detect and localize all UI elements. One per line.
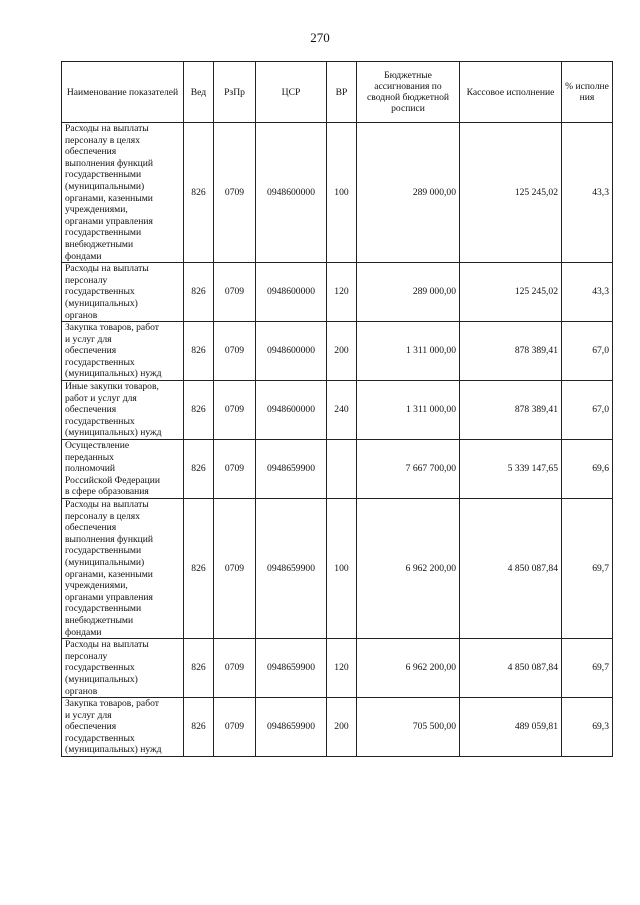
row-cash: 4 850 087,84 [460, 499, 562, 639]
row-percent: 69,3 [562, 698, 613, 757]
row-name: Иные закупки товаров, работ и услуг для обеспечения государственных (муниципальных) нужд [62, 381, 184, 440]
row-ved: 826 [184, 639, 214, 698]
header-ved: Вед [184, 62, 214, 123]
header-vr: ВР [327, 62, 357, 123]
row-rzpr: 0709 [214, 263, 256, 322]
row-csr: 0948659900 [256, 499, 327, 639]
row-vr [327, 440, 357, 499]
header-cash: Кассовое исполнение [460, 62, 562, 123]
row-csr: 0948600000 [256, 381, 327, 440]
row-budget: 1 311 000,00 [357, 322, 460, 381]
row-rzpr: 0709 [214, 440, 256, 499]
row-rzpr: 0709 [214, 499, 256, 639]
budget-execution-table [61, 61, 613, 757]
table-row [62, 263, 613, 322]
table-row [62, 440, 613, 499]
row-ved: 826 [184, 263, 214, 322]
row-cash: 4 850 087,84 [460, 639, 562, 698]
table-row [62, 499, 613, 639]
header-name: Наименование показателей [62, 62, 184, 123]
row-name: Закупка товаров, работ и услуг для обеспечения государственных (муниципальных) нужд [62, 322, 184, 381]
row-ved: 826 [184, 499, 214, 639]
row-vr: 100 [327, 123, 357, 263]
row-percent: 43,3 [562, 263, 613, 322]
table-row [62, 639, 613, 698]
table-row [62, 698, 613, 757]
row-vr: 100 [327, 499, 357, 639]
row-csr: 0948659900 [256, 639, 327, 698]
row-csr: 0948600000 [256, 263, 327, 322]
row-budget: 705 500,00 [357, 698, 460, 757]
row-name: Расходы на выплаты персоналу государственных (муниципальных) органов [62, 639, 184, 698]
row-rzpr: 0709 [214, 698, 256, 757]
row-percent: 67,0 [562, 322, 613, 381]
header-rzpr: РзПр [214, 62, 256, 123]
row-ved: 826 [184, 123, 214, 263]
header-csr: ЦСР [256, 62, 327, 123]
row-percent: 69,7 [562, 639, 613, 698]
row-vr: 200 [327, 322, 357, 381]
row-cash: 489 059,81 [460, 698, 562, 757]
row-budget: 289 000,00 [357, 123, 460, 263]
row-rzpr: 0709 [214, 381, 256, 440]
row-percent: 67,0 [562, 381, 613, 440]
header-percent: % исполне ния [562, 62, 613, 123]
row-cash: 878 389,41 [460, 381, 562, 440]
row-name: Осуществление переданных полномочий Российской Федерации в сфере образования [62, 440, 184, 499]
row-cash: 125 245,02 [460, 263, 562, 322]
table-row [62, 322, 613, 381]
row-rzpr: 0709 [214, 322, 256, 381]
row-budget: 289 000,00 [357, 263, 460, 322]
row-name: Закупка товаров, работ и услуг для обеспечения государственных (муниципальных) нужд [62, 698, 184, 757]
row-csr: 0948600000 [256, 322, 327, 381]
row-vr: 120 [327, 639, 357, 698]
row-ved: 826 [184, 322, 214, 381]
row-csr: 0948659900 [256, 698, 327, 757]
row-ved: 826 [184, 440, 214, 499]
row-csr: 0948600000 [256, 123, 327, 263]
row-budget: 6 962 200,00 [357, 499, 460, 639]
table-row [62, 123, 613, 263]
row-vr: 200 [327, 698, 357, 757]
row-name: Расходы на выплаты персоналу в целях обеспечения выполнения функций государственными (муниципальными) органами, казенными учреждениями, органами управления государственными внебюджетными фондами [62, 123, 184, 263]
table-header-row [62, 62, 613, 123]
row-percent: 43,3 [562, 123, 613, 263]
row-name: Расходы на выплаты персоналу государственных (муниципальных) органов [62, 263, 184, 322]
row-ved: 826 [184, 698, 214, 757]
table-row [62, 381, 613, 440]
row-percent: 69,7 [562, 499, 613, 639]
page-number: 270 [310, 30, 330, 45]
row-vr: 120 [327, 263, 357, 322]
header-budget: Бюджетные ассигнования по сводной бюджетной росписи [357, 62, 460, 123]
row-budget: 6 962 200,00 [357, 639, 460, 698]
row-budget: 1 311 000,00 [357, 381, 460, 440]
row-ved: 826 [184, 381, 214, 440]
row-cash: 878 389,41 [460, 322, 562, 381]
row-cash: 5 339 147,65 [460, 440, 562, 499]
row-cash: 125 245,02 [460, 123, 562, 263]
row-name: Расходы на выплаты персоналу в целях обеспечения выполнения функций государственными (муниципальными) органами, казенными учреждениями, органами управления государственными внебюджетными фондами [62, 499, 184, 639]
row-rzpr: 0709 [214, 123, 256, 263]
row-budget: 7 667 700,00 [357, 440, 460, 499]
row-rzpr: 0709 [214, 639, 256, 698]
row-vr: 240 [327, 381, 357, 440]
row-percent: 69,6 [562, 440, 613, 499]
row-csr: 0948659900 [256, 440, 327, 499]
